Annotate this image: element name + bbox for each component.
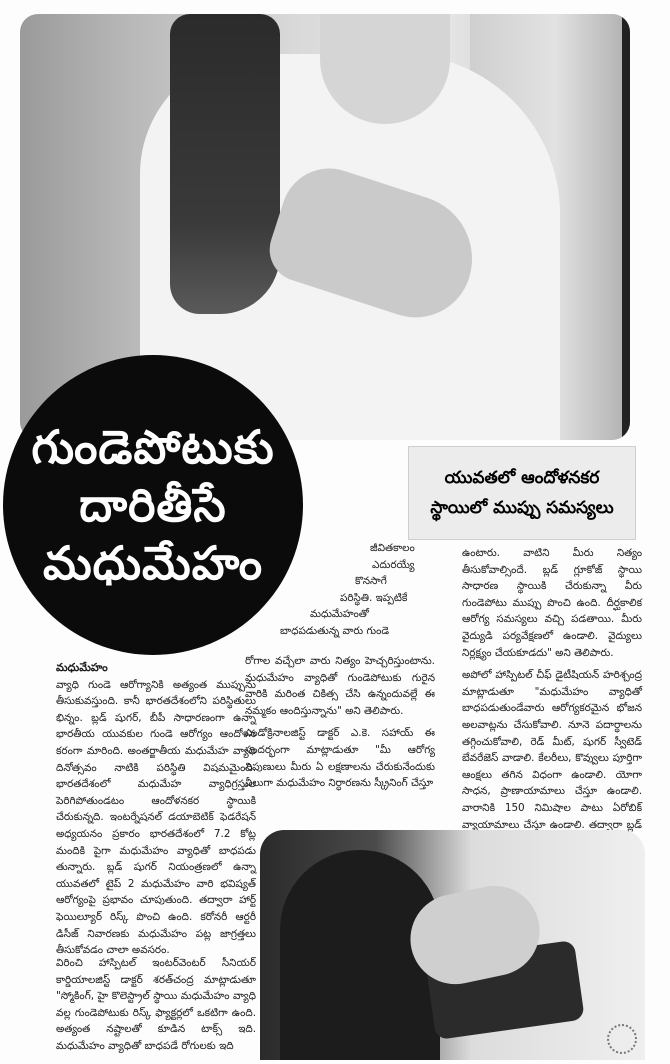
article-right-text: ఉంటారు. వాటిని మీరు నిత్యం తీసుకోవాల్సిందే. బ్లడ్‌ గ్లూకోజ్‌ స్థాయి సాధారణ స్థాయికి చేరుకున్నా వీరు గుండెపోటు ముప్పు పొంచి ఉంది. దీర్ఘకాలిక ఆరోగ్య సమస్యలు వచ్చి పడతాయి. మీరు వైద్యుడి పర్యవేక్షణలో ఉండాలి. వైద్యులు నిర్లక్ష్యం చేయకూడదు" అని తెలిపారు. [462, 547, 642, 659]
headline-line-2: దారితీసే [79, 478, 227, 532]
article-column-left-lower [56, 955, 256, 1055]
headline-line-3: మధుమేహం [42, 536, 264, 590]
stamp-icon [607, 1024, 637, 1054]
glucose-test-photo [260, 830, 645, 1060]
article-column-left [56, 660, 256, 959]
article-left-text: వ్యాధి గుండె ఆరోగ్యానికి అత్యంత ముప్పును తీసుకువస్తుంది. కానీ భారతదేశంలోని పరిస్థితులు భిన్నం. బ్లడ్‌ షుగర్‌, బీపీ సాధారణంగా ఉన్నా భారతీయ యువకుల గుండె ఆరోగ్యం ఆందోళన కరంగా మారింది. అంతర్జాతీయ మధుమేహ వ్యాధి దినోత్సవం నాటికి పరిస్థితి విషమమైంది. భారతదేశంలో మధుమేహ వ్యాధిగ్రస్తుల పెరిగిపోతుండటం ఆందోళనకర స్థాయికి చేరుకున్నది. ఇంటర్నేషనల్‌ డయాబెటిక్‌ ఫెడరేషన్‌ అధ్యయనం ప్రకారం భారతదేశంలో 7.2 కోట్ల మందికి పైగా మధుమేహం వ్యాధితో బాధపడు తున్నారు. బ్లడ్‌ షుగర్‌ నియంత్రణలో ఉన్నా యువతలో టైప్‌ 2 మధుమేహం వారి భవిష్యత్‌ ఆరోగ్యంపై ప్రభావం చూపుతుంది. తద్వారా హార్ట్‌ ఫెయిల్యూర్‌ రిస్క్‌ పొంచి ఉంది. కరోనరీ ఆర్టరీ డిసీజ్‌ నివారణకు మధుమేహం పట్ల జాగ్రత్తలు తీసుకోవడం చాలా అవసరం. [56, 678, 256, 957]
headline-line-1: గుండెపోటుకు [31, 420, 275, 474]
article-lead-word: మధుమేహం [56, 661, 108, 674]
subheadline-line-1: యువతలో ఆందోళనకర [444, 468, 600, 488]
article-mid-text: రోగాల వచ్చేలా వారు నిత్యం హెచ్చరిస్తుంటాను. మధుమేహం వ్యాధితో గుండెపోటుకు గురైన వారికి మరింత చికిత్స చేసి ఉన్నందువల్లే ఈ నమ్మకం ఆందిస్తున్నాను" అని తెలిపారు. [245, 655, 435, 717]
article-mid-top: జీవితకాలం ఎదురయ్యే కొనసాగే పరిస్థితి. ఇప్పటికే మధుమేహంతో బాధపడుతున్న వారు గుండె [280, 542, 415, 637]
article-right-text-2: అపోలో హాస్పిటల్‌ చీఫ్‌ డైటీషియన్‌ హరిశ్చంద్ర మాట్లాడుతూ "మధుమేహం వ్యాధితో బాధపడుతుండేవారు ఆరోగ్యకరమైన భోజన అలవాట్లను చేసుకోవాలి. నూనె పదార్థాలను తగ్గించుకోవాలి, రెడ్‌ మీట్‌, షుగర్‌ స్వీటెడ్‌ బేవరేజెస్‌ వాడాలి. కేలరీలు, కొవ్వులు పూర్తిగా ఆంక్షలు తగిన విధంగా ఉండాలి. యోగా సాధన, ప్రాణాయామాలు చేస్తూ ఉండాలి. వారానికి 150 నిమిషాల పాటు ఏరోబిక్‌ వ్యాయామాలు చేస్తూ ఉండాలి. తద్వారా బ్లడ్‌ [462, 669, 642, 831]
subheadline-box [408, 446, 636, 540]
subheadline-line-2: స్థాయిలో ముప్పు సమస్యలు [430, 498, 614, 518]
article-left-text-2: విరించి హాస్పిటల్‌ ఇంటర్‌వెంటర్‌ సీనియర్‌ కార్డియాలజిస్ట్‌ డాక్టర్‌ శరత్‌చంద్ర మాట్లాడుతూ "స్మోకింగ్‌, హై కొలెస్ట్రాల్‌ స్థాయి మధుమేహం వ్యాధి వల్ల గుండెపోటుకు రిస్క్‌ ఫ్యాక్టర్లలో ఒకటిగా ఉంది. అత్యంత నష్టాలతో కూడిన టాక్స్‌ ఇది. మధుమేహం వ్యాధితో బాధపడే రోగులకు ఇది [56, 957, 256, 1052]
article-mid-text-2: ఎండోక్రినాలజిస్ట్‌ డాక్టర్‌ ఎ.కె. సహాయ్‌ ఈ సందర్భంగా మాట్లాడుతూ "మీ ఆరోగ్య నిపుణులు మీరు ఏ లక్షణాలను చేరుకునేందుకు వీలుగా మధుమేహం నిర్ధారణను స్క్రీనింగ్‌ చేస్తూ [245, 727, 435, 790]
article-column-mid [245, 653, 435, 792]
